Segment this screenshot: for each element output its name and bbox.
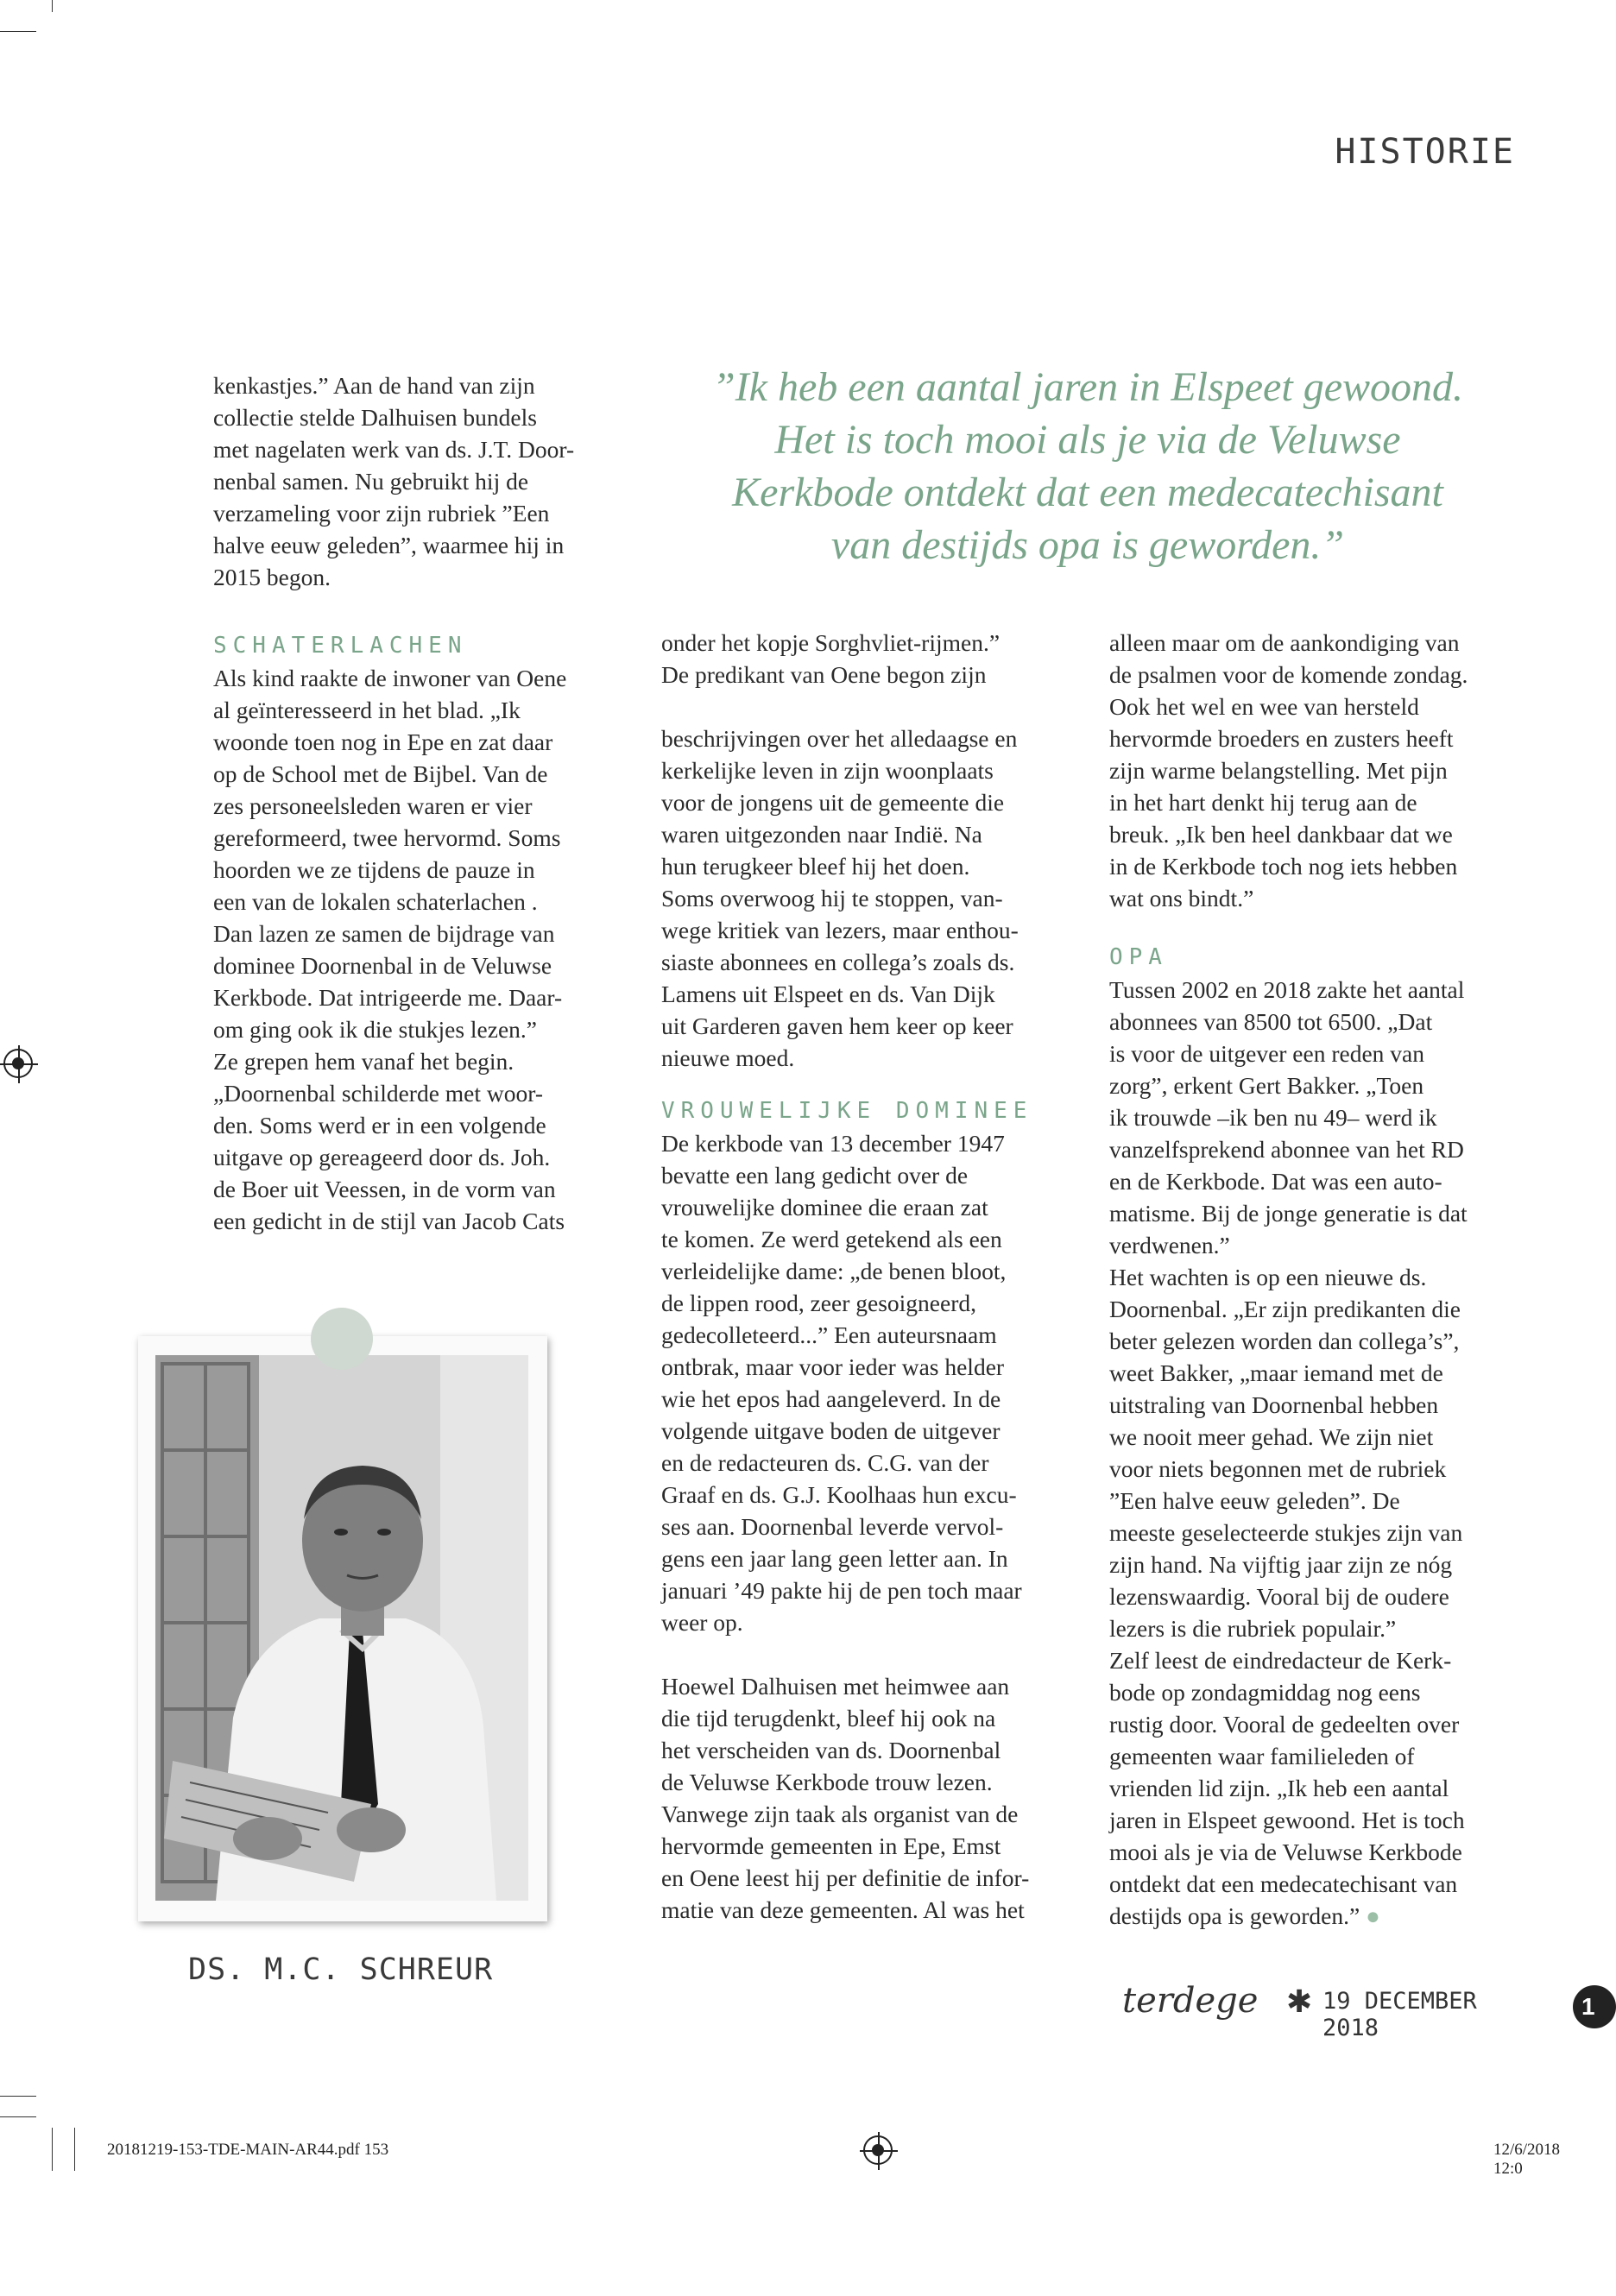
text-line: Kerkbode. Dat intrigeerde me. Daar- <box>213 984 563 1011</box>
pull-quote-line: Het is toch mooi als je via de Veluwse <box>774 417 1401 463</box>
text-line: Lamens uit Elspeet en ds. Van Dijk <box>661 981 995 1007</box>
text-line: en Oene leest hij per definitie de infor- <box>661 1864 1030 1891</box>
text-line: beschrijvingen over het alledaagse en <box>661 725 1018 752</box>
column-1-intro <box>213 369 628 593</box>
text-line: hervormde gemeenten in Epe, Emst <box>661 1832 1001 1859</box>
text-line: rustig door. Vooral de gedeelten over <box>1109 1711 1460 1738</box>
text-line: gereformeerd, twee hervormd. Soms <box>213 824 561 851</box>
portrait-photo-frame <box>138 1336 547 1921</box>
subheading-schaterlachen: SCHATERLACHEN <box>213 633 468 659</box>
pull-quote <box>656 361 1519 571</box>
page-footer <box>1122 1981 1519 2041</box>
text-line: wat ons bindt.” <box>1109 885 1254 911</box>
text-line: Doornenbal. „Er zijn predikanten die <box>1109 1296 1461 1322</box>
text-line: de psalmen voor de komende zondag. <box>1109 661 1468 688</box>
text-line: verdwenen.” <box>1109 1232 1230 1258</box>
text-line: jaren in Elspeet gewoond. Het is toch <box>1109 1807 1465 1833</box>
text-line: al geïnteresseerd in het blad. „Ik <box>213 697 521 723</box>
text-line: nieuwe moed. <box>661 1044 795 1071</box>
text-line: matie van deze gemeenten. Al was het <box>661 1896 1025 1923</box>
text-line: uit Garderen gaven hem keer op keer <box>661 1012 1013 1039</box>
pull-quote-line: Kerkbode ontdekt dat een medecatechisant <box>732 470 1443 515</box>
text-line: en de redacteuren ds. C.G. van der <box>661 1449 989 1476</box>
text-line: ik trouwde –ik ben nu 49– werd ik <box>1109 1104 1437 1131</box>
text-line: lezers is die rubriek populair.” <box>1109 1615 1397 1642</box>
crop-mark <box>52 2128 53 2171</box>
article-column-3 <box>1109 627 1541 1932</box>
text-line: zijn hand. Na vijftig jaar zijn ze nóg <box>1109 1551 1453 1578</box>
text-line: meeste geselecteerde stukjes zijn van <box>1109 1519 1463 1546</box>
subheading-vrouwelijke-dominee: VROUWELIJKE DOMINEE <box>661 1098 1033 1124</box>
text-line: vanzelfsprekend abonnee van het RD <box>1109 1136 1464 1163</box>
magazine-brand: terdege <box>1122 1981 1259 2021</box>
text-line: een van de lokalen schaterlachen . <box>213 888 538 915</box>
text-line: we nooit meer gehad. We zijn niet <box>1109 1423 1434 1450</box>
text-line: Ze grepen hem vanaf het begin. <box>213 1048 514 1075</box>
text-line: Vanwege zijn taak als organist van de <box>661 1801 1019 1827</box>
text-line: het verscheiden van ds. Doornenbal <box>661 1737 1001 1763</box>
text-line: januari ’49 pakte hij de pen toch maar <box>661 1577 1022 1604</box>
text-line: met nagelaten werk van ds. J.T. Door- <box>213 436 575 463</box>
crop-mark <box>74 2128 75 2171</box>
separator-icon: ✱ <box>1286 1984 1313 2019</box>
text-line: vrienden lid zijn. „Ik heb een aantal <box>1109 1775 1449 1801</box>
text-line: mooi als je via de Veluwse Kerkbode <box>1109 1839 1462 1865</box>
text-line: zes personeelsleden waren er vier <box>213 792 533 819</box>
text-line: Ook het wel en wee van hersteld <box>1109 693 1419 720</box>
text-line: lezenswaardig. Vooral bij de oudere <box>1109 1583 1449 1610</box>
text-line: voor de jongens uit de gemeente die <box>661 789 1005 816</box>
text-line: kerkelijke leven in zijn woonplaats <box>661 757 994 784</box>
text-line: in de Kerkbode toch nog iets hebben <box>1109 853 1458 880</box>
text-line: nenbal samen. Nu gebruikt hij de <box>213 468 529 495</box>
text-line: wie het epos had aangeleverd. In de <box>661 1385 1001 1412</box>
text-line: de Veluwse Kerkbode trouw lezen. <box>661 1769 993 1795</box>
text-line: bevatte een lang gedicht over de <box>661 1162 969 1189</box>
text-line: den. Soms werd er in een volgende <box>213 1112 546 1139</box>
page-number: 1 <box>1573 1985 1616 2028</box>
subheading-opa: OPA <box>1109 944 1168 970</box>
text-line: ontbrak, maar voor ieder was helder <box>661 1353 1005 1380</box>
text-line: hervormde broeders en zusters heeft <box>1109 725 1454 752</box>
text-line: de Boer uit Veessen, in de vorm van <box>213 1176 556 1202</box>
text-line: gemeenten waar familieleden of <box>1109 1743 1415 1769</box>
text-line: De predikant van Oene begon zijn <box>661 661 987 688</box>
section-tag: HISTORIE <box>1335 132 1515 172</box>
text-line: Zelf leest de eindredacteur de Kerk- <box>1109 1647 1452 1674</box>
pull-quote-line: van destijds opa is geworden.” <box>830 522 1345 568</box>
text-line: Het wachten is op een nieuwe ds. <box>1109 1264 1427 1290</box>
text-line: woonde toen nog in Epe en zat daar <box>213 729 553 755</box>
text-line: hoorden we ze tijdens de pauze in <box>213 856 535 883</box>
text-line: de lippen rood, zeer gesoigneerd, <box>661 1290 976 1316</box>
article-column-1 <box>213 369 628 1237</box>
text-line: die tijd terugdenkt, bleef hij ook na <box>661 1705 996 1731</box>
text-line: breuk. „Ik ben heel dankbaar dat we <box>1109 821 1453 848</box>
text-line: verzameling voor zijn rubriek ”Een <box>213 500 550 527</box>
registration-mark-icon <box>863 2135 893 2165</box>
text-line: waren uitgezonden naar Indië. Na <box>661 821 982 848</box>
end-mark-icon: ● <box>1366 1902 1380 1929</box>
text-line: in het hart denkt hij terug aan de <box>1109 789 1417 816</box>
text-line: gens een jaar lang geen letter aan. In <box>661 1545 1008 1572</box>
crop-mark <box>0 2116 36 2117</box>
text-line: uitgave op gereageerd door ds. Joh. <box>213 1144 551 1170</box>
photo-caption: DS. M.C. SCHREUR <box>188 1952 494 1987</box>
text-line: weet Bakker, „maar iemand met de <box>1109 1359 1443 1386</box>
print-slug-file: 20181219-153-TDE-MAIN-AR44.pdf 153 <box>107 2141 389 2159</box>
text-line: „Doornenbal schilderde met woor- <box>213 1080 544 1107</box>
text-line: halve eeuw geleden”, waarmee hij in <box>213 532 565 558</box>
text-line: Graaf en ds. G.J. Koolhaas hun excu- <box>661 1481 1017 1508</box>
text-line: destijds opa is geworden.” <box>1109 1902 1360 1929</box>
text-line: matisme. Bij de jonge generatie is dat <box>1109 1200 1468 1227</box>
text-line: dominee Doornenbal in de Veluwse <box>213 952 552 979</box>
text-line: ontdekt dat een medecatechisant van <box>1109 1870 1458 1897</box>
crop-mark <box>0 2096 36 2097</box>
text-line: kenkastjes.” Aan de hand van zijn <box>213 372 535 399</box>
text-line: verleidelijke dame: „de benen bloot, <box>661 1258 1007 1284</box>
print-slug-timestamp: 12/6/2018 12:0 <box>1493 2141 1561 2178</box>
text-line: voor niets begonnen met de rubriek <box>1109 1455 1447 1482</box>
text-line: gedecolleteerd...” Een auteursnaam <box>661 1321 997 1348</box>
text-line: Tussen 2002 en 2018 zakte het aantal <box>1109 976 1465 1003</box>
article-column-2 <box>661 627 1084 1926</box>
text-line: vrouwelijke dominee die eraan zat <box>661 1194 988 1221</box>
photo-pin <box>311 1308 373 1370</box>
text-line: collectie stelde Dalhuisen bundels <box>213 404 537 431</box>
text-line: wege kritiek van lezers, maar enthou- <box>661 917 1019 943</box>
text-line: 2015 begon. <box>213 564 331 590</box>
text-line: op de School met de Bijbel. Van de <box>213 760 548 787</box>
text-line: zorg”, erkent Gert Bakker. „Toen <box>1109 1072 1424 1099</box>
portrait-photo <box>155 1355 528 1901</box>
text-line: uitstraling van Doornenbal hebben <box>1109 1391 1439 1418</box>
text-line: beter gelezen worden dan collega’s”, <box>1109 1328 1460 1354</box>
text-line: Als kind raakte de inwoner van Oene <box>213 665 567 691</box>
text-line: weer op. <box>661 1609 743 1636</box>
text-line: een gedicht in de stijl van Jacob Cats <box>213 1208 565 1234</box>
text-line: zijn warme belangstelling. Met pijn <box>1109 757 1448 784</box>
text-line: Hoewel Dalhuisen met heimwee aan <box>661 1673 1010 1700</box>
registration-mark-icon <box>3 1049 33 1078</box>
text-line: abonnees van 8500 tot 6500. „Dat <box>1109 1008 1433 1035</box>
text-line: onder het kopje Sorghvliet-rijmen.” <box>661 629 1001 656</box>
text-line: volgende uitgave boden de uitgever <box>661 1417 1001 1444</box>
text-line: ”Een halve eeuw geleden”. De <box>1109 1487 1400 1514</box>
text-line: hun terugkeer bleef hij het doen. <box>661 853 970 880</box>
pull-quote-line: ”Ik heb een aantal jaren in Elspeet gewoond. <box>711 364 1464 410</box>
text-line: en de Kerkbode. Dat was een auto- <box>1109 1168 1442 1195</box>
text-line: alleen maar om de aankondiging van <box>1109 629 1460 656</box>
portrait-illustration <box>155 1355 528 1901</box>
text-line: De kerkbode van 13 december 1947 <box>661 1130 1005 1157</box>
text-line: is voor de uitgever een reden van <box>1109 1040 1424 1067</box>
column-1-body <box>213 662 628 1237</box>
crop-mark <box>0 31 36 32</box>
text-line: bode op zondagmiddag nog eens <box>1109 1679 1421 1706</box>
text-line: siaste abonnees en collega’s zoals ds. <box>661 949 1015 975</box>
text-line: te komen. Ze werd getekend als een <box>661 1226 1002 1252</box>
text-line: om ging ook ik die stukjes lezen.” <box>213 1016 537 1043</box>
text-line-end <box>1109 1900 1541 1932</box>
text-line: Soms overwoog hij te stoppen, van- <box>661 885 1003 911</box>
text-line: ses aan. Doornenbal leverde vervol- <box>661 1513 1004 1540</box>
crop-mark <box>52 0 53 12</box>
issue-date: 19 DECEMBER 2018 <box>1322 1988 1477 2041</box>
text-line: Dan lazen ze samen de bijdrage van <box>213 920 555 947</box>
